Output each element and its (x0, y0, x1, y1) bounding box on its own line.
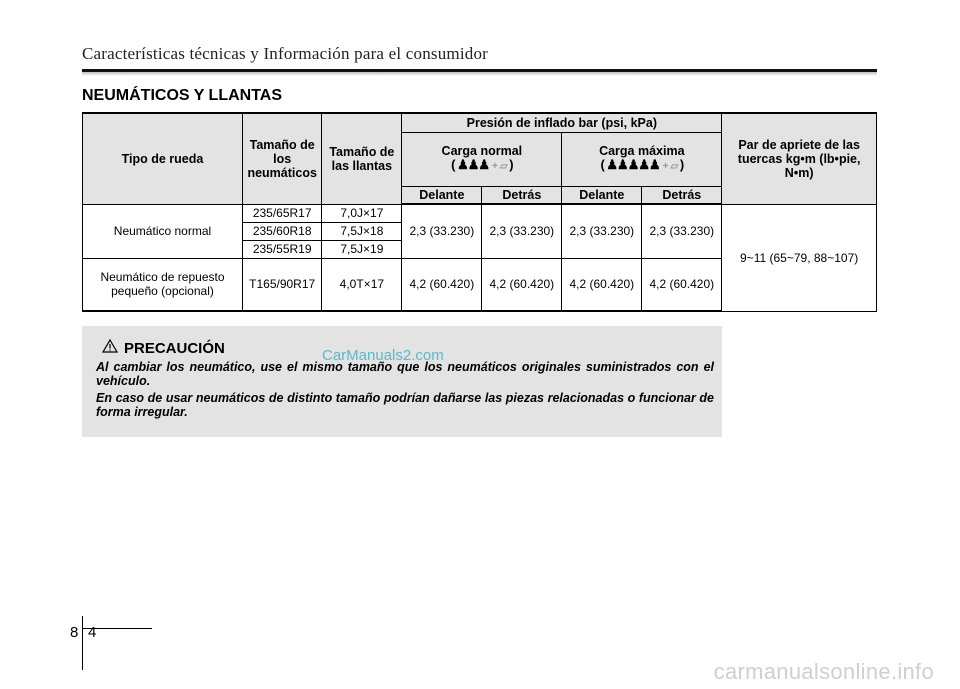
tire-spec-table (82, 112, 877, 312)
caution-title: PRECAUCIÓN (124, 340, 225, 357)
cell-maxima-detras: 2,3 (33.230) (642, 204, 722, 258)
caution-paragraph: En caso de usar neumáticos de distinto tamaño podrían dañarse las piezas relacionadas o funcionar de forma irregular. (96, 391, 714, 419)
cell-spare-maxima-delante: 4,2 (60.420) (562, 258, 642, 311)
cell-par-apriete: 9~11 (65~79, 88~107) (722, 204, 877, 311)
subheader-maxima-detras: Detrás (642, 186, 722, 204)
caution-body (96, 360, 714, 422)
cell-tipo-repuesto: Neumático de repuesto pequeño (opcional) (83, 258, 243, 311)
table-row (83, 204, 877, 222)
carga-maxima-label: Carga máxima (599, 144, 685, 158)
cell-neumatico: T165/90R17 (242, 258, 321, 311)
page-header-title: Características técnicas y Información para el consumidor (82, 44, 489, 63)
subheader-normal-detras: Detrás (482, 186, 562, 204)
cell-llanta: 7,0J×17 (322, 204, 402, 222)
warning-triangle-icon (102, 339, 118, 358)
cell-llanta: 7,5J×18 (322, 222, 402, 240)
cell-neumatico: 235/55R19 (242, 240, 321, 258)
subheader-normal-delante: Delante (402, 186, 482, 204)
cell-spare-normal-delante: 4,2 (60.420) (402, 258, 482, 311)
subheader-maxima-delante: Delante (562, 186, 642, 204)
carga-normal-label: Carga normal (441, 144, 523, 158)
cell-neumatico: 235/60R18 (242, 222, 321, 240)
caution-paragraph: Al cambiar los neumático, use el mismo tamaño que los neumáticos originales suministrados con el vehículo. (96, 360, 714, 388)
cell-spare-normal-detras: 4,2 (60.420) (482, 258, 562, 311)
cell-tipo-normal: Neumático normal (83, 204, 243, 258)
cell-neumatico: 235/65R17 (242, 204, 321, 222)
chapter-number: 8 (70, 624, 79, 641)
header-par-apriete: Par de apriete de las tuercas kg•m (lb•pie, N•m) (722, 113, 877, 204)
cell-normal-delante: 2,3 (33.230) (402, 204, 482, 258)
page-number: 4 (88, 624, 97, 641)
caution-header (102, 339, 225, 358)
cell-spare-maxima-detras: 4,2 (60.420) (642, 258, 722, 311)
watermark-top: CarManuals2.com (322, 347, 444, 364)
page-number-vline (82, 616, 83, 670)
header-tipo-rueda: Tipo de rueda (83, 113, 243, 204)
header-carga-maxima (562, 132, 722, 186)
cell-maxima-delante: 2,3 (33.230) (562, 204, 642, 258)
cell-normal-detras: 2,3 (33.230) (482, 204, 562, 258)
section-title: NEUMÁTICOS Y LLANTAS (82, 87, 283, 104)
cell-llanta: 7,5J×19 (322, 240, 402, 258)
cell-llanta: 4,0T×17 (322, 258, 402, 311)
header-rule-shadow (82, 72, 877, 76)
caution-box (82, 326, 722, 437)
header-tamano-llantas: Tamaño de las llantas (322, 113, 402, 204)
header-carga-normal (402, 132, 562, 186)
header-presion-inflado: Presión de inflado bar (psi, kPa) (402, 113, 722, 132)
three-occupants-plus-luggage-icon: ( ♟♟♟ + ▱ ) (451, 157, 513, 172)
header-tamano-neumaticos: Tamaño de los neumáticos (242, 113, 321, 204)
watermark-bottom: carmanualsonline.info (713, 659, 934, 684)
five-occupants-plus-luggage-icon: ( ♟♟♟♟♟ + ▱ ) (600, 157, 684, 172)
